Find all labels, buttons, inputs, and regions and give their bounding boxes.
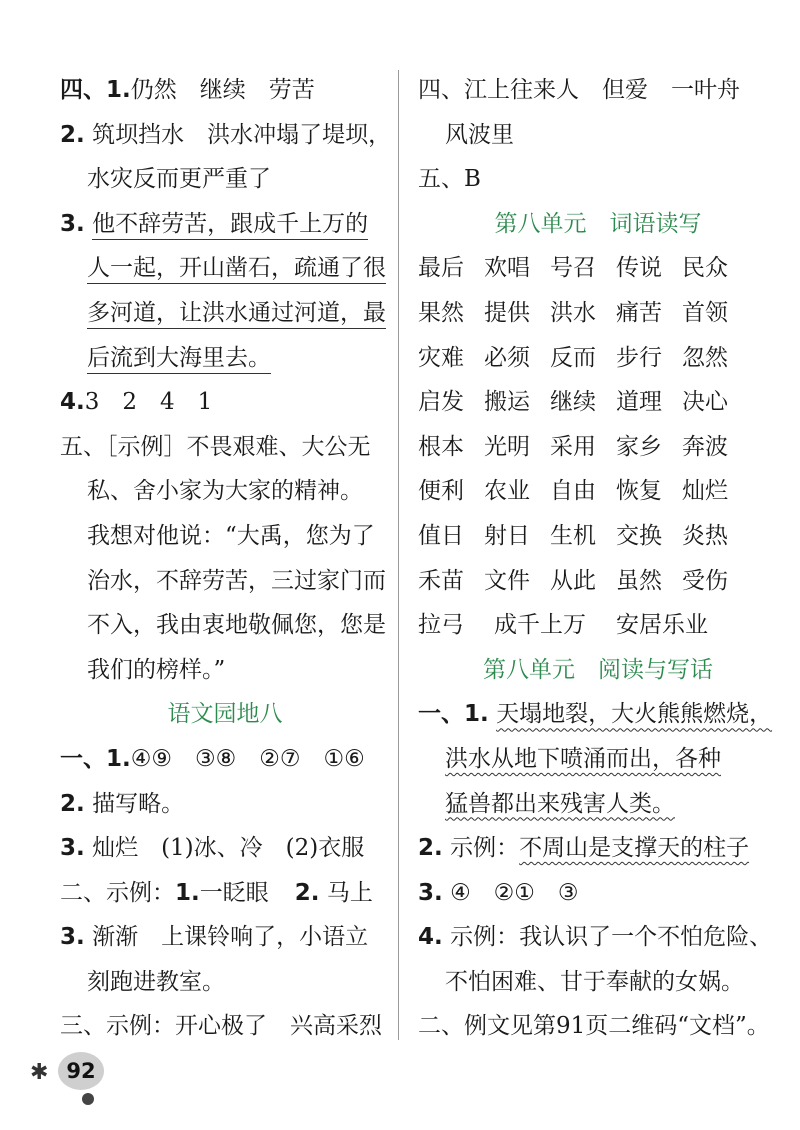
page-number: 92 <box>58 1052 104 1090</box>
vocab-word: 忽然 <box>682 344 728 371</box>
answer-line: 三、示例：开心极了 兴高采烈 <box>60 1013 382 1040</box>
answer-line: 二、例文见第91页二维码“文档”。 <box>418 1013 770 1040</box>
vocab-word: 决心 <box>682 389 728 416</box>
answer-line: 3. ④ ②① ③ <box>418 879 579 906</box>
vocab-word: 痛苦 <box>616 299 662 326</box>
vocab-word: 从此 <box>550 567 596 594</box>
vocab-word: 农业 <box>484 478 530 505</box>
answer-line: 二、示例：1.一眨眼 2. 马上 <box>60 879 373 906</box>
vocab-word: 自由 <box>550 478 596 505</box>
section-heading: 第八单元 词语读写 <box>494 210 702 237</box>
answer-line: 一、1. 天塌地裂，大火熊熊燃烧， <box>418 701 773 728</box>
vocab-grid <box>418 246 748 603</box>
answer-line: 私、舍小家为大家的精神。 <box>87 478 363 505</box>
answer-line: 治水，不辞劳苦，三过家门而 <box>87 567 386 594</box>
vocab-word: 最后 <box>418 255 464 282</box>
answer-line: 后流到大海里去。 <box>60 336 390 381</box>
vocab-word: 交换 <box>616 522 662 549</box>
answer-line: 四、1.仍然 继续 劳苦 <box>60 77 315 103</box>
answer-line: 刻跑进教室。 <box>87 968 225 995</box>
vocab-word: 禾苗 <box>418 567 464 594</box>
vocab-word: 根本 <box>418 433 464 460</box>
vocab-word: 拉弓 <box>418 612 464 639</box>
vocab-word: 反而 <box>550 344 596 371</box>
vocab-word: 必须 <box>484 344 530 371</box>
vocab-word: 民众 <box>682 255 728 282</box>
answer-line: 2. 示例：不周山是支撑天的柱子 <box>418 835 750 862</box>
vocab-word: 恢复 <box>616 478 662 505</box>
answer-line: 五、B <box>418 166 481 193</box>
answer-line: 多河道，让洪水通过河道，最 <box>60 291 390 336</box>
vocab-word: 灿烂 <box>682 478 728 505</box>
vocab-word: 便利 <box>418 478 464 505</box>
vocab-word: 灾难 <box>418 344 464 371</box>
vocab-word: 传说 <box>616 255 662 282</box>
dot-ornament <box>82 1093 94 1105</box>
vocab-word: 果然 <box>418 299 464 326</box>
vocab-word: 继续 <box>550 389 596 416</box>
vocab-word: 奔波 <box>682 433 728 460</box>
section-heading: 第八单元 阅读与写话 <box>483 656 713 683</box>
answer-line: 水灾反而更严重了 <box>87 166 271 193</box>
answer-line: 五、［示例］不畏艰难、大公无 <box>60 433 371 460</box>
vocab-word: 搬运 <box>484 389 530 416</box>
answer-line: 四、江上往来人 但爱 一叶舟 <box>418 77 740 103</box>
answer-line: 我想对他说：“大禹，您为了 <box>87 522 375 549</box>
vocab-word: 受伤 <box>682 567 728 594</box>
answer-line: 洪水从地下喷涌而出，各种 <box>445 745 721 772</box>
answer-line: 3. 他不辞劳苦，跟成千上万的 <box>60 202 390 247</box>
vocab-word: 生机 <box>550 522 596 549</box>
answer-line: 我们的榜样。” <box>87 656 226 683</box>
vocab-word: 号召 <box>550 255 596 282</box>
answer-line: 4. 示例：我认识了一个不怕危险、 <box>418 924 773 951</box>
vocab-word: 提供 <box>484 299 530 326</box>
vocab-word: 安居乐业 <box>616 612 708 639</box>
vocab-word: 虽然 <box>616 567 662 594</box>
vocab-word: 欢唱 <box>484 255 530 282</box>
vocab-word: 家乡 <box>616 433 662 460</box>
vocab-word: 首领 <box>682 299 728 326</box>
right-column <box>418 68 778 1049</box>
answer-line: 不入，我由衷地敬佩您，您是 <box>87 612 386 639</box>
star-icon: ✱ <box>30 1060 49 1085</box>
answer-line: 猛兽都出来残害人类。 <box>445 790 675 817</box>
vocab-word: 洪水 <box>550 299 596 326</box>
answer-line: 2. 描写略。 <box>60 790 185 817</box>
vocab-last-row <box>418 603 778 648</box>
answer-line: 不怕困难、甘于奉献的女娲。 <box>445 968 744 995</box>
vocab-word: 步行 <box>616 344 662 371</box>
vocab-word: 道理 <box>616 389 662 416</box>
column-divider <box>398 70 399 1040</box>
vocab-word: 炎热 <box>682 522 728 549</box>
vocab-word: 启发 <box>418 389 464 416</box>
left-column <box>60 68 390 1049</box>
vocab-word: 采用 <box>550 433 596 460</box>
answer-line: 3. 灿烂 (1)冰、冷 (2)衣服 <box>60 835 365 862</box>
answer-line: 4.3 2 4 1 <box>60 389 213 416</box>
answer-line: 一、1.④⑨ ③⑧ ②⑦ ①⑥ <box>60 745 365 772</box>
answer-line: 2. 筑坝挡水 洪水冲塌了堤坝， <box>60 121 392 148</box>
answer-line: 3. 渐渐 上课铃响了，小语立 <box>60 924 369 951</box>
vocab-word: 成千上万 <box>494 612 586 639</box>
vocab-word: 光明 <box>484 433 530 460</box>
answer-line: 人一起，开山凿石，疏通了很 <box>60 246 390 291</box>
vocab-word: 值日 <box>418 522 464 549</box>
vocab-word: 文件 <box>484 567 530 594</box>
section-heading: 语文园地八 <box>167 701 283 728</box>
answer-line: 风波里 <box>445 121 514 148</box>
vocab-word: 射日 <box>484 522 530 549</box>
